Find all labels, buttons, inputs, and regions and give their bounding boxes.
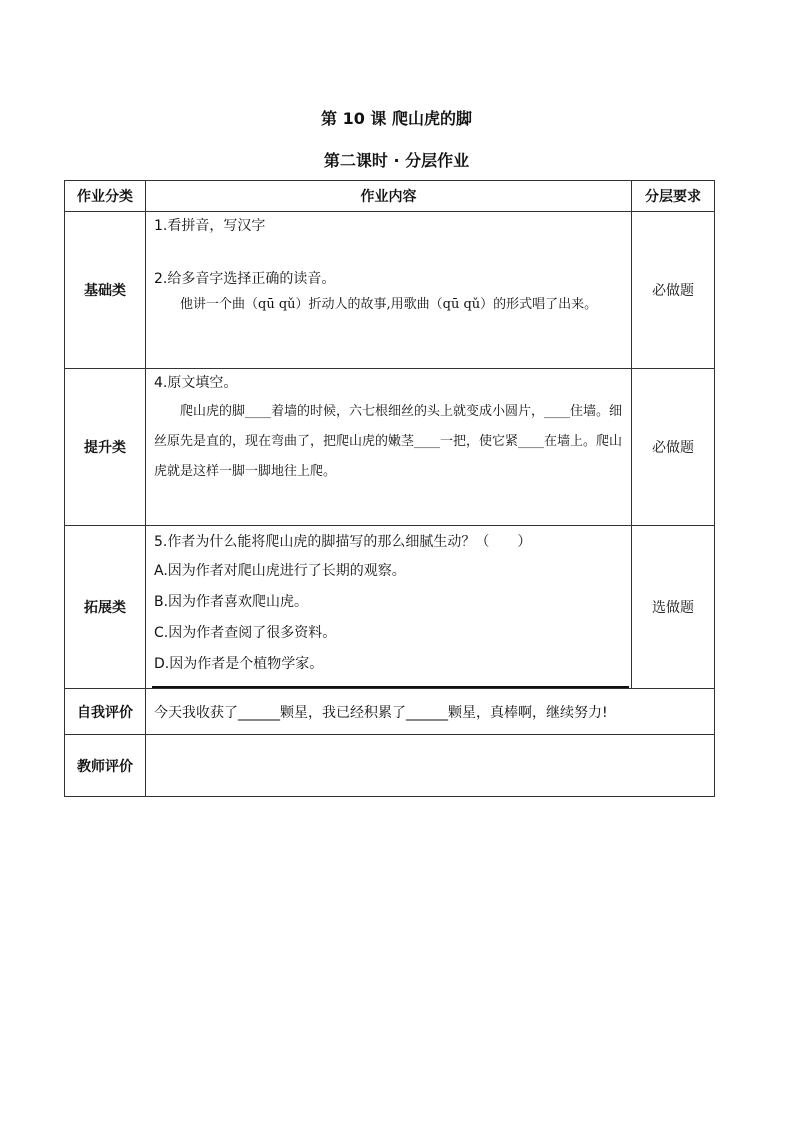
question-1: 1.看拼音，写汉字 (154, 218, 266, 234)
header-category: 作业分类 (65, 181, 146, 212)
option-a: A.因为作者对爬山虎进行了长期的观察。 (154, 563, 406, 579)
lesson-title: 第 10 课 爬山虎的脚 (321, 109, 472, 128)
header-requirement: 分层要求 (632, 181, 715, 212)
content-advanced (146, 369, 632, 526)
requirement-basic: 必做题 (632, 212, 715, 369)
option-d: D.因为作者是个植物学家。 (154, 656, 324, 672)
table-row-extend (65, 526, 715, 689)
category-basic: 基础类 (65, 212, 146, 369)
category-self-eval: 自我评价 (65, 689, 146, 735)
table-row-self-eval (65, 689, 715, 735)
teacher-eval-area[interactable] (146, 735, 715, 797)
table-row-basic (65, 212, 715, 369)
lesson-subtitle: 第二课时 · 分层作业 (323, 151, 470, 170)
option-b: B.因为作者喜欢爬山虎。 (154, 594, 309, 610)
question-2-text: 他讲一个曲（qū qǔ）折动人的故事,用歌曲（qū qǔ）的形式唱了出来。 (180, 297, 598, 312)
content-basic (146, 212, 632, 369)
header-content: 作业内容 (146, 181, 632, 212)
requirement-extend: 选做题 (632, 526, 715, 689)
question-4-text: 爬山虎的脚____着墙的时候，六七根细丝的头上就变成小圆片，____住墙。细丝原先是直的，现在弯曲了，把爬山虎的嫩茎____一把，使它紧____在墙上。爬山虎就是这样一脚一脚地往上爬。 (154, 404, 623, 479)
category-teacher-eval: 教师评价 (65, 735, 146, 797)
homework-table (64, 180, 715, 797)
option-c: C.因为作者查阅了很多资料。 (154, 625, 337, 641)
table-row-teacher-eval (65, 735, 715, 797)
content-extend (146, 526, 632, 689)
question-4: 4.原文填空。 (154, 375, 238, 391)
requirement-advanced: 必做题 (632, 369, 715, 526)
category-extend: 拓展类 (65, 526, 146, 689)
question-2: 2.给多音字选择正确的读音。 (154, 271, 336, 287)
table-row-advanced (65, 369, 715, 526)
self-eval-text: 今天我收获了______颗星，我已经积累了______颗星，真棒啊，继续努力! (146, 689, 715, 735)
table-header-row (65, 181, 715, 212)
category-advanced: 提升类 (65, 369, 146, 526)
question-5: 5.作者为什么能将爬山虎的脚描写的那么细腻生动？（ ） (154, 534, 532, 550)
